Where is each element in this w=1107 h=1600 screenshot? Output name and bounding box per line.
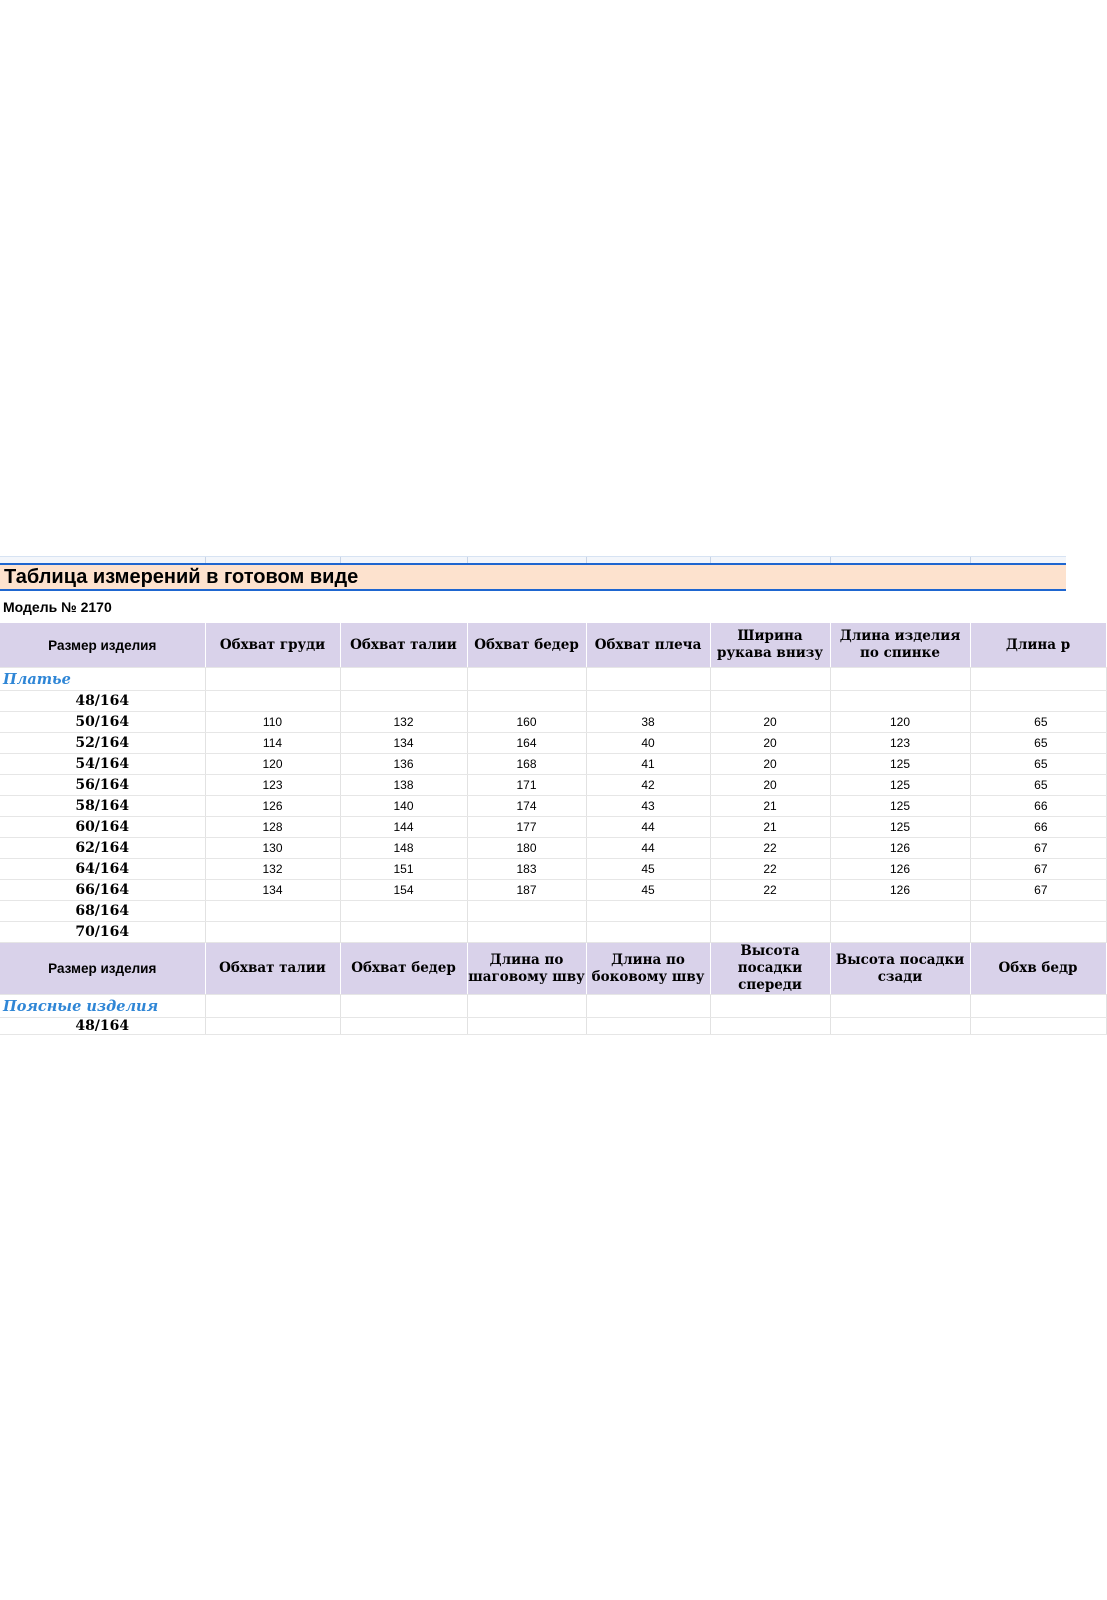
measurement-cell[interactable]: 136	[340, 754, 467, 775]
measurement-cell[interactable]	[710, 691, 830, 712]
size-cell[interactable]: 48/164	[0, 691, 205, 712]
size-cell[interactable]: 52/164	[0, 733, 205, 754]
size-cell[interactable]: 64/164	[0, 859, 205, 880]
table-row	[0, 796, 1106, 817]
measurement-cell[interactable]: 151	[340, 859, 467, 880]
waist-section-row	[0, 995, 1106, 1018]
measurement-cell[interactable]: 130	[205, 838, 340, 859]
size-cell[interactable]: 50/164	[0, 712, 205, 733]
sheet-title-text: Таблица измерений в готовом виде	[4, 565, 359, 588]
measurement-cell[interactable]: 171	[467, 775, 586, 796]
measurement-cell[interactable]	[970, 901, 1106, 922]
waist-column-header[interactable]: Размер изделия	[0, 943, 205, 995]
measurement-cell[interactable]: 132	[340, 712, 467, 733]
column-header-strip	[0, 556, 1066, 563]
measurement-cell[interactable]	[205, 1018, 340, 1035]
table-row	[0, 712, 1106, 733]
empty-cell[interactable]	[205, 995, 340, 1018]
measurement-cell[interactable]: 144	[340, 817, 467, 838]
measurement-cell[interactable]: 66	[970, 817, 1106, 838]
measurement-cell[interactable]: 44	[586, 817, 710, 838]
empty-cell[interactable]	[830, 995, 970, 1018]
measurement-cell[interactable]: 126	[830, 859, 970, 880]
measurement-cell[interactable]: 174	[467, 796, 586, 817]
measurement-cell[interactable]: 114	[205, 733, 340, 754]
size-cell[interactable]: 56/164	[0, 775, 205, 796]
empty-cell[interactable]	[205, 668, 340, 691]
measurement-cell[interactable]: 22	[710, 838, 830, 859]
measurement-cell[interactable]: 125	[830, 775, 970, 796]
size-cell[interactable]: 54/164	[0, 754, 205, 775]
empty-cell[interactable]	[467, 668, 586, 691]
measurement-cell[interactable]	[710, 922, 830, 943]
measurement-cell[interactable]: 177	[467, 817, 586, 838]
measurement-cell[interactable]: 123	[205, 775, 340, 796]
measurement-cell[interactable]: 45	[586, 880, 710, 901]
measurement-cell[interactable]: 180	[467, 838, 586, 859]
measurement-cell[interactable]: 44	[586, 838, 710, 859]
measurement-cell[interactable]: 132	[205, 859, 340, 880]
measurement-cell[interactable]: 20	[710, 712, 830, 733]
measurement-cell[interactable]	[970, 691, 1106, 712]
size-cell[interactable]: 68/164	[0, 901, 205, 922]
measurement-cell[interactable]: 134	[205, 880, 340, 901]
measurement-cell[interactable]: 120	[830, 712, 970, 733]
measurement-cell[interactable]: 65	[970, 733, 1106, 754]
measurement-cell[interactable]	[467, 691, 586, 712]
measurement-cell[interactable]: 154	[340, 880, 467, 901]
measurement-cell[interactable]: 65	[970, 775, 1106, 796]
measurement-cell[interactable]: 125	[830, 796, 970, 817]
measurement-cell[interactable]	[710, 901, 830, 922]
measurement-cell[interactable]	[586, 922, 710, 943]
empty-cell[interactable]	[970, 995, 1106, 1018]
measurement-cell[interactable]	[467, 1018, 586, 1035]
empty-cell[interactable]	[970, 668, 1106, 691]
measurement-cell[interactable]	[340, 691, 467, 712]
empty-cell[interactable]	[710, 668, 830, 691]
measurement-cell[interactable]: 65	[970, 754, 1106, 775]
dress-column-header[interactable]: Обхват талии	[340, 623, 467, 668]
size-cell[interactable]: 48/164	[0, 1018, 205, 1035]
dress-column-header[interactable]: Длина р	[970, 623, 1106, 668]
waist-column-header[interactable]: Обхват бедер	[340, 943, 467, 995]
measurement-cell[interactable]: 126	[205, 796, 340, 817]
measurement-cell[interactable]	[340, 901, 467, 922]
empty-cell[interactable]	[586, 668, 710, 691]
table-row	[0, 754, 1106, 775]
measurement-cell[interactable]: 40	[586, 733, 710, 754]
measurement-cell[interactable]: 164	[467, 733, 586, 754]
measurement-cell[interactable]: 125	[830, 817, 970, 838]
table-row	[0, 775, 1106, 796]
dress-column-header[interactable]: Размер изделия	[0, 623, 205, 668]
size-cell[interactable]: 66/164	[0, 880, 205, 901]
measurement-cell[interactable]: 43	[586, 796, 710, 817]
measurement-cell[interactable]: 42	[586, 775, 710, 796]
measurement-cell[interactable]	[830, 691, 970, 712]
measurement-cell[interactable]: 67	[970, 838, 1106, 859]
measurement-cell[interactable]: 20	[710, 775, 830, 796]
measurement-cell[interactable]	[710, 1018, 830, 1035]
measurement-cell[interactable]	[586, 691, 710, 712]
measurement-cell[interactable]: 128	[205, 817, 340, 838]
size-cell[interactable]: 58/164	[0, 796, 205, 817]
measurement-cell[interactable]	[970, 1018, 1106, 1035]
measurement-cell[interactable]: 168	[467, 754, 586, 775]
table-row	[0, 1018, 1106, 1035]
table-row	[0, 838, 1106, 859]
table-row	[0, 859, 1106, 880]
dress-column-header[interactable]: Длина изделия по спинке	[830, 623, 970, 668]
measurement-cell[interactable]: 21	[710, 817, 830, 838]
measurement-cell[interactable]	[340, 922, 467, 943]
measurement-cell[interactable]	[205, 691, 340, 712]
measurement-cell[interactable]: 41	[586, 754, 710, 775]
measurement-cell[interactable]: 148	[340, 838, 467, 859]
table-row	[0, 922, 1106, 943]
measurement-cell[interactable]	[467, 901, 586, 922]
dress-section-row	[0, 668, 1106, 691]
measurement-cell[interactable]: 38	[586, 712, 710, 733]
table-row	[0, 691, 1106, 712]
waist-column-header[interactable]: Обхват талии	[205, 943, 340, 995]
measurement-cell[interactable]: 21	[710, 796, 830, 817]
measurement-cell[interactable]: 66	[970, 796, 1106, 817]
measurement-cell[interactable]	[205, 901, 340, 922]
waist-column-header[interactable]: Длина по шаговому шву	[467, 943, 586, 995]
measurement-cell[interactable]: 160	[467, 712, 586, 733]
measurement-cell[interactable]	[830, 922, 970, 943]
measurement-cell[interactable]: 45	[586, 859, 710, 880]
measurement-cell[interactable]: 140	[340, 796, 467, 817]
waist-header-row	[0, 943, 1106, 995]
sheet-title[interactable]	[0, 563, 1066, 591]
empty-cell[interactable]	[340, 668, 467, 691]
measurement-cell[interactable]: 183	[467, 859, 586, 880]
measurement-cell[interactable]	[830, 901, 970, 922]
measurement-cell[interactable]: 22	[710, 859, 830, 880]
empty-cell[interactable]	[467, 995, 586, 1018]
dress-column-header[interactable]: Обхват бедер	[467, 623, 586, 668]
measurement-cell[interactable]: 20	[710, 754, 830, 775]
dress-column-header[interactable]: Обхват груди	[205, 623, 340, 668]
measurement-cell[interactable]: 134	[340, 733, 467, 754]
measurement-cell[interactable]	[586, 901, 710, 922]
dress-section-label[interactable]: Платье	[0, 668, 205, 691]
waist-column-header[interactable]: Обхв бедр	[970, 943, 1106, 995]
measurement-cell[interactable]	[467, 922, 586, 943]
measurement-cell[interactable]: 187	[467, 880, 586, 901]
measurements-table	[0, 623, 1107, 1035]
measurement-cell[interactable]: 22	[710, 880, 830, 901]
table-row	[0, 901, 1106, 922]
dress-header-row	[0, 623, 1106, 668]
measurement-cell[interactable]: 20	[710, 733, 830, 754]
empty-cell[interactable]	[710, 995, 830, 1018]
waist-column-header[interactable]: Высота посадки спереди	[710, 943, 830, 995]
measurement-cell[interactable]: 110	[205, 712, 340, 733]
spreadsheet	[0, 556, 1078, 1035]
measurement-cell[interactable]	[205, 922, 340, 943]
measurement-cell[interactable]: 67	[970, 880, 1106, 901]
measurement-cell[interactable]	[970, 922, 1106, 943]
size-cell[interactable]: 70/164	[0, 922, 205, 943]
waist-column-header[interactable]: Высота посадки сзади	[830, 943, 970, 995]
measurement-cell[interactable]	[586, 1018, 710, 1035]
empty-cell[interactable]	[340, 995, 467, 1018]
measurement-cell[interactable]: 138	[340, 775, 467, 796]
waist-column-header[interactable]: Длина по боковому шву	[586, 943, 710, 995]
measurement-cell[interactable]: 125	[830, 754, 970, 775]
empty-cell[interactable]	[830, 668, 970, 691]
measurement-cell[interactable]	[340, 1018, 467, 1035]
size-cell[interactable]: 62/164	[0, 838, 205, 859]
measurement-cell[interactable]: 120	[205, 754, 340, 775]
model-number[interactable]	[0, 591, 1066, 623]
measurement-cell[interactable]	[830, 1018, 970, 1035]
dress-column-header[interactable]: Ширина рукава внизу	[710, 623, 830, 668]
measurement-cell[interactable]: 126	[830, 838, 970, 859]
table-row	[0, 817, 1106, 838]
dress-column-header[interactable]: Обхват плеча	[586, 623, 710, 668]
model-number-text: Модель № 2170	[3, 599, 112, 615]
measurement-cell[interactable]: 126	[830, 880, 970, 901]
table-row	[0, 880, 1106, 901]
empty-cell[interactable]	[586, 995, 710, 1018]
size-cell[interactable]: 60/164	[0, 817, 205, 838]
measurement-cell[interactable]: 123	[830, 733, 970, 754]
measurement-cell[interactable]: 65	[970, 712, 1106, 733]
waist-section-label[interactable]: Поясные изделия	[0, 995, 205, 1018]
table-row	[0, 733, 1106, 754]
measurement-cell[interactable]: 67	[970, 859, 1106, 880]
